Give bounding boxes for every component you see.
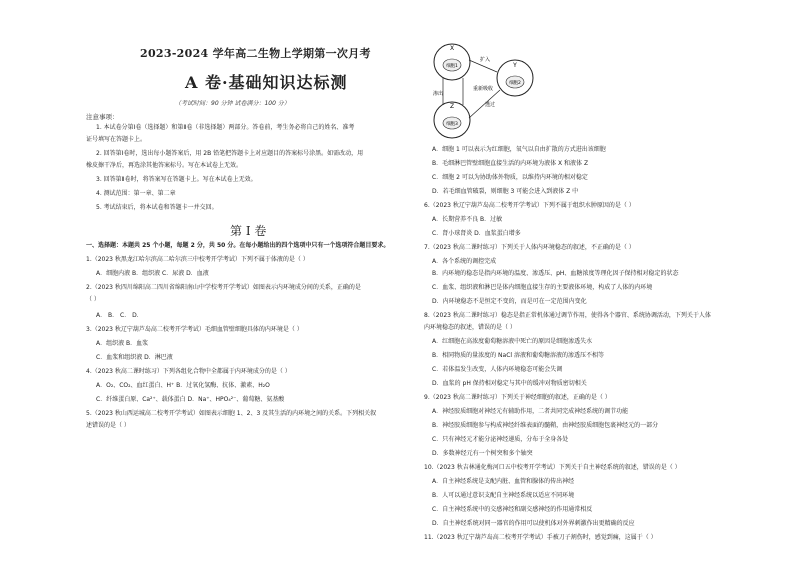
- option-line: D．多数神经元有一个树突和多个轴突: [432, 450, 533, 457]
- notice-line: 橡皮擦干净后，再选涂其他答案标号。写在本试卷上无效。: [86, 162, 243, 169]
- question-line: 6.（2023 秋辽宁葫芦岛高二校考开学考试）下列不属于组织水肿原因的是（ ）: [424, 202, 635, 209]
- label-y: Y: [513, 62, 517, 69]
- option-line: D．若毛细血管破裂，则细胞 3 可能会进入到液体 Z 中: [432, 188, 579, 195]
- notice-line: 证号填写在答题卡上。: [86, 136, 147, 143]
- option-line: B．相同物质的量浓度的 NaCl 溶液和葡萄糖溶液的渗透压不相等: [432, 352, 604, 359]
- label-a: 扩入: [480, 57, 491, 63]
- option-line: B．神经胶质细胞参与构成神经纤维表面的髓鞘，由神经胶质细胞包裹神经元的一部分: [432, 422, 659, 429]
- label-z: Z: [449, 103, 455, 110]
- question-line: 述错误的是（ ）: [86, 422, 130, 429]
- option-line: C．血浆、组织液和淋巴是体内细胞直接生存的主要液体环境，构成了人体的内环境: [432, 284, 653, 291]
- question-line: 3.（2023 秋辽宁葫芦岛高二校考开学考试）毛细血管壁细胞具体的内环境是（ ）: [86, 326, 303, 333]
- option-line: C．细胞 2 可以为协助体外物质，以维持内环境的相对稳定: [432, 174, 588, 181]
- notice-line: 2. 回答第Ⅰ卷时，选出每小题答案后，用 2B 铅笔把答题卡上对应题目的答案标号涂黑。如需改动，用: [96, 150, 364, 157]
- option-line: C．纤维蛋白原、Ca²⁺、载体蛋白 D．Na⁺、HPO₄²⁻、葡萄糖、氨基酸: [96, 396, 285, 403]
- option-line: A．O₂、CO₂、血红蛋白、H⁺ B．过氧化氢酶、抗体、激素、H₂O: [96, 382, 270, 389]
- option-line: A．长期营养不良 B．过敏: [432, 216, 503, 223]
- option-line: C．血浆和组织液 D．淋巴液: [96, 354, 173, 361]
- option-line: A． B． C． D．: [96, 312, 143, 319]
- option-line: C．若体温发生改变，人体内环境稳态可能会失调: [432, 366, 563, 373]
- question-line: 1.（2023 秋黑龙江哈尔滨高二哈尔滨三中校考开学考试）下列不属于体液的是（ ）: [86, 256, 309, 263]
- option-line: A．组织液 B．血浆: [96, 340, 149, 347]
- question-line: 11.（2023 秋辽宁葫芦岛高二校考开学考试）手被刀子割伤时，感觉到痛，这属于（ ）: [424, 534, 657, 541]
- option-line: A．神经胶质细胞对神经元有辅助作用，二者共同完成神经系统的调节功能: [432, 408, 629, 415]
- option-line: A．红细胞在高浓度葡萄糖溶液中死亡的原因是细胞渗透失水: [432, 338, 593, 345]
- option-line: A．各个系统的调控完成: [432, 258, 497, 265]
- question-line: 内环境稳态的叙述，错误的是（ ）: [424, 324, 516, 331]
- option-line: B．内环境的稳态是指内环境的温度、渗透压、pH、血糖浓度等理化因子保持相对稳定的状态: [432, 270, 679, 277]
- notice-line: 3. 回答第Ⅱ卷时，将答案写在答题卡上。写在本试卷上无效。: [96, 176, 257, 183]
- question-line: 9.（2023 秋高二课时练习）下列关于神经细胞的叙述，正确的是（ ）: [424, 394, 611, 401]
- time-note: （考试时间：90 分钟 试卷满分：100 分）: [175, 100, 290, 107]
- label-b: 重新吸收: [473, 86, 494, 92]
- option-line: C．只有神经元才能分泌神经递质，分布于全身各处: [432, 436, 569, 443]
- question-line: （ ）: [86, 296, 100, 303]
- option-line: A．自主神经系统是支配内脏、血管和腺体的传出神经: [432, 478, 575, 485]
- section-instruction: 一、选择题：本题共 25 个小题，每题 2 分，共 50 分。在每小题给出的四个选项中只有一个选项符合题目要求。: [86, 242, 390, 249]
- option-line: C．自主神经系统中的交感神经和副交感神经的作用通常相反: [432, 506, 593, 513]
- section-title: 第 I 卷: [230, 224, 267, 238]
- question-line: 8.（2023 秋高二课时练习）稳态是指正常机体通过调节作用，使得各个器官、系统协调活动，下列关于人体: [424, 312, 711, 319]
- notice-line: 4. 测试范围：第一章、第二章: [96, 190, 176, 197]
- question-line: 2.（2023 秋四川绵阳高二四川省绵阳南山中学校考开学考试）如图表示内环境成分间的关系，正确的是: [86, 284, 361, 291]
- cell-environment-diagram: [425, 40, 575, 140]
- question-line: 7.（2023 秋高二课时练习）下列关于人体内环境稳态的叙述，不正确的是（ ）: [424, 244, 635, 251]
- label-cell1: 细胞1: [446, 64, 458, 69]
- exam-subtitle: A 卷·基础知识达标测: [185, 73, 348, 92]
- label-cell3: 细胞3: [446, 122, 458, 127]
- label-x: X: [449, 45, 455, 52]
- option-line: A．细胞内液 B．组织液 C．尿液 D．血液: [96, 270, 209, 277]
- option-line: D．自主神经系统对同一器官的作用可以使机体对外界刺激作出更精确的反应: [432, 520, 635, 527]
- question-line: 10.（2023 秋吉林通化梅河口五中校考开学考试）下列关于自主神经系统的叙述，错误的是（ ）: [424, 464, 681, 471]
- notice-heading: 注意事项：: [86, 113, 119, 121]
- notice-line: 5. 考试结束后，将本试卷和答题卡一并交回。: [96, 204, 218, 211]
- notice-line: 1. 本试卷分第Ⅰ卷（选择题）和第Ⅱ卷（非选择题）两部分。答卷前，考生务必将自己的姓名、准考: [96, 124, 355, 131]
- question-line: 4.（2023 秋高二课时练习）下列各组化合物中全都属于内环境成分的是（ ）: [86, 368, 291, 375]
- exam-title: 2023-2024 学年高二生物上学期第一次月考: [140, 47, 371, 60]
- option-line: C．肾小球肾炎 D．血浆蛋白增多: [432, 230, 521, 237]
- option-line: D．内环境稳态不是恒定不变的，而是可在一定范围内变化: [432, 298, 587, 305]
- label-d: 渗出: [433, 91, 444, 97]
- option-line: B．毛细淋巴管壁细胞直接生活的内环境为液体 X 和液体 Z: [432, 160, 589, 167]
- label-cell2: 细胞2: [509, 81, 521, 86]
- option-line: A．细胞 1 可以表示为红细胞，氧气以自由扩散的方式进出该细胞: [432, 146, 606, 153]
- label-c: 透过: [485, 102, 496, 108]
- option-line: D．血浆的 pH 保持相对稳定与其中的缓冲对物质密切相关: [432, 380, 587, 387]
- question-line: 5.（2023 秋山西运城高二校考开学考试）如图表示细胞 1、2、3 及其生活的内环境之间的关系。下列相关叙: [86, 410, 377, 417]
- option-line: B．人可以通过意识支配自主神经系统以适应不同环境: [432, 492, 575, 499]
